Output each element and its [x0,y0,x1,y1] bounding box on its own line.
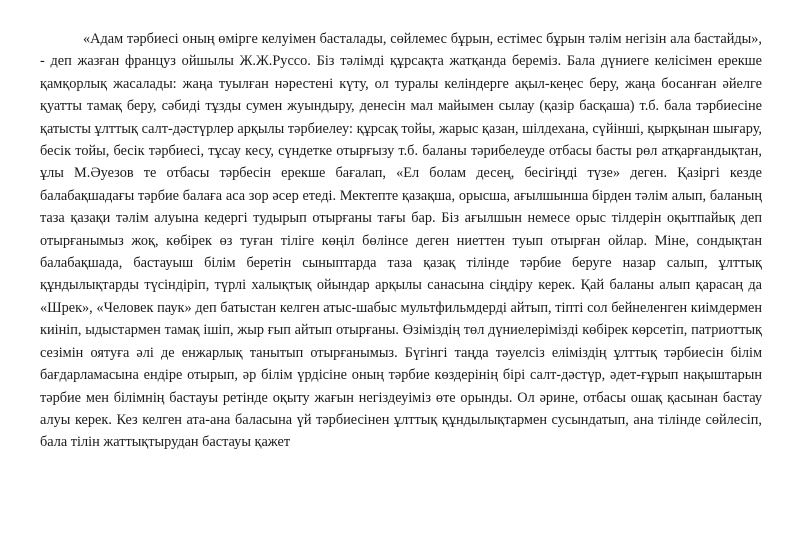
body-paragraph: «Адам тәрбиесі оның өміргe келуімен басталады, сөйлемес бұрын, естімес бұрын тәлім негізін ала бастайды», - деп жазған француз ойшылы Ж.Ж.Руссо. Біз тәлімді құрсақта жатқанда береміз. Бала дүниеге келісімен ерекше қамқорлық жасалады: жаңа туылған нәрестені күту, ол туралы келіндерге ақыл-кеңес беру, жаңа босанған әйелге қуатты тамақ беру, сәбиді тұзды сумен жуындыру, денесін мал майымен сылау (қазір басқаша) т.б. бала тәрбиесіне қатысты ұлттық салт-дәстүрлер арқылы тәрбиелеу: құрсақ тойы, жарыс қазан, шілдехана, сүйінші, қырқынан шығару, бесік тойы, бесік тәрбиесі, тұсау кесу, сүндетке отырғызу т.б. баланы тәрибелеуде отбасы басты рөл атқарғандықтан, ұлы М.Әуезов те отбасы тәрбесін ерекше бағалап, «Ел болам десең, бесігіңді түзе» деген. Қазіргі кезде балабақшадағы тәрбие балаға аса зор әсер етеді. Мектепте қазақша, орысша, ағылшынша бірден тәлім алып, баланың таза қазақи тәлім алуына кедергі тудырып отырғаны тағы бар. Біз ағылшын немесе орыс тілдерін оқытпайық деп отырғанымыз жоқ, көбірек өз туған тіліге көңіл бөлінсе деген ниеттен туып отырған ойлар. Міне, сондықтан балабақшада, бастауыш білім беретін сыныптарда таза қазақ тілінде тәрбие беруге назар салып, ұлттық құндылықтарды түсіндіріп, түрлі халықтық ойындар арқылы санасына сіңдіру керек. Қай баланы алып қарасаң да «Шрек», «Человек паук» деп батыстан келген атыс-шабыс мультфильмдерді айтып, тіпті сол бейнеленген киімдермен киініп, ыдыстармен тамақ ішіп, жыр ғып айтып отырғаны. Өзіміздің төл дүниелерімізді көбірек көрсетіп, патриоттық сезімін оятуға әлі де енжарлық танытып отырғанымыз. Бүгінгі таңда тәуелсіз еліміздің ұлттық тәрбиесін білім бағдарламасына ендіре отырып, әр білім үрдісіне оның тәрбие көздерінің бірі салт-дәстүр, әдет-ғұрып нақыштарын тәрбие мен білімнің бастауы ретінде оқыту жағын негіздеуіміз өте орынды. Ол әрине, отбасы ошақ қасынан бастау алуы керек. Кез келген ата-ана баласына үй тәрбиесінен ұлттық құндылықтармен сусындатып, ана тілінде сөйлесіп, бала тілін жаттықтырудан бастауы қажет [40,31,762,451]
document-page [40,28,762,454]
